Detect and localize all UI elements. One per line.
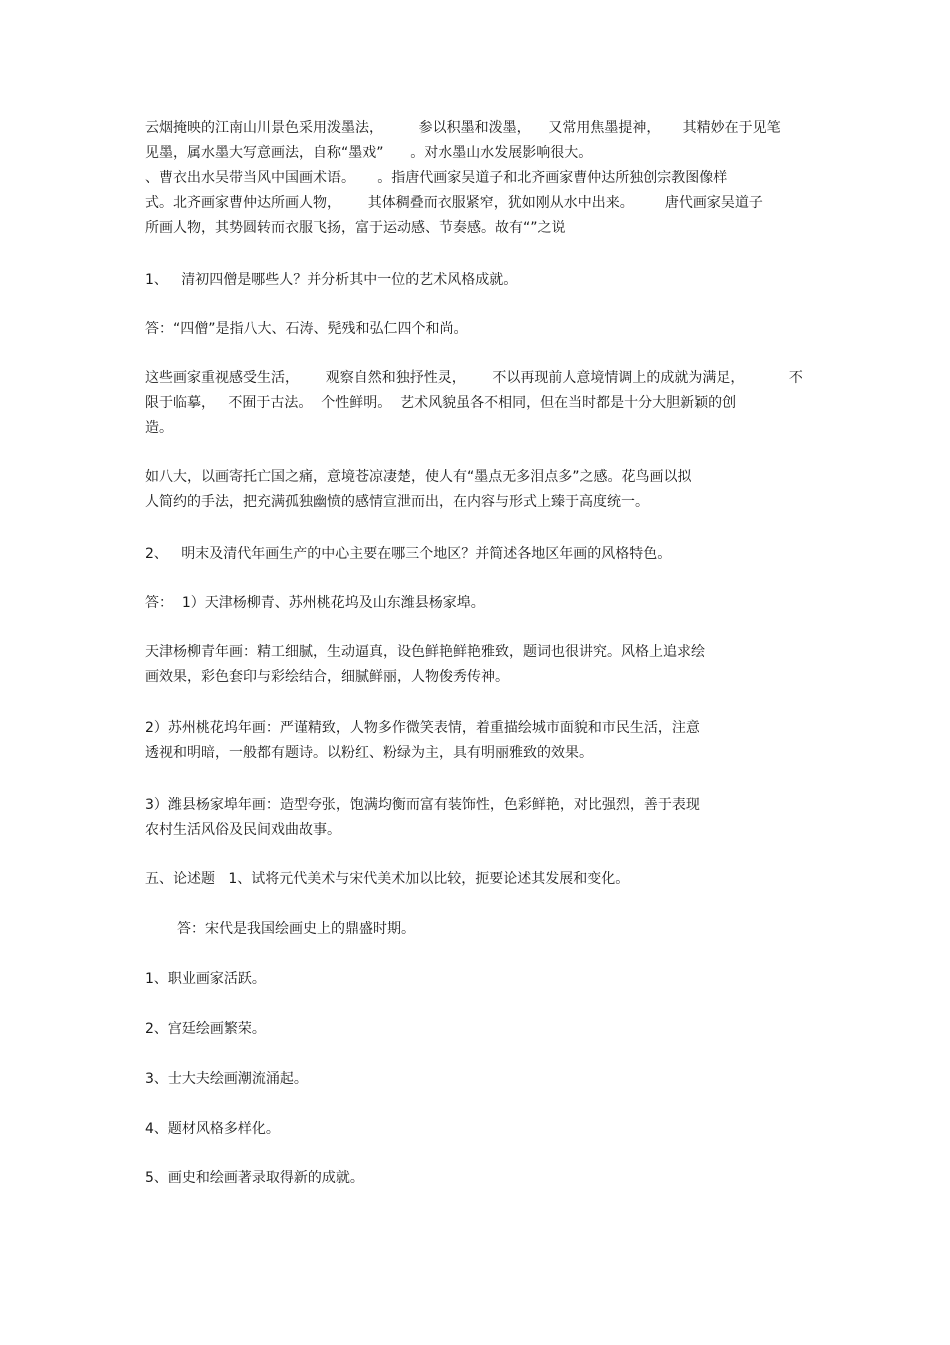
text-line: 云烟掩映的江南山川景色采用泼墨法， 参以积墨和泼墨， 又常用焦墨提神， 其精妙在于见笔 [145, 120, 781, 136]
text-line: 农村生活风俗及民间戏曲故事。 [145, 822, 341, 838]
text-line: 2）苏州桃花坞年画：严谨精致，人物多作微笑表情，着重描绘城市面貌和市民生活，注意 [145, 720, 700, 736]
list-item: 5、画史和绘画著录取得新的成就。 [145, 1170, 364, 1186]
question-1: 1、 清初四僧是哪些人？并分析其中一位的艺术风格成就。 [145, 272, 518, 288]
essay-answer: 答：宋代是我国绘画史上的鼎盛时期。 [177, 921, 415, 937]
text-line: 透视和明暗，一般都有题诗。以粉红、粉绿为主，具有明丽雅致的效果。 [145, 745, 593, 761]
answer-1: 答：“四僧”是指八大、石涛、髡残和弘仁四个和尚。 [145, 321, 468, 337]
answer-2: 答： 1）天津杨柳青、苏州桃花坞及山东潍县杨家埠。 [145, 595, 485, 611]
list-item: 2、宫廷绘画繁荣。 [145, 1021, 266, 1037]
text-line: 如八大，以画寄托亡国之痛，意境苍凉凄楚，使人有“墨点无多泪点多”之感。花鸟画以拟 [145, 469, 692, 485]
text-line: 造。 [145, 420, 173, 436]
text-line: 天津杨柳青年画：精工细腻，生动逼真，设色鲜艳鲜艳雅致，题词也很讲究。风格上追求绘 [145, 644, 705, 660]
text-line: 、曹衣出水吴带当风中国画术语。 。指唐代画家吴道子和北齐画家曹仲达所独创宗教图像样 [145, 170, 728, 186]
text-line: 限于临摹， 不囿于古法。 个性鲜明。 艺术风貌虽各不相同，但在当时都是十分大胆新颖的创 [145, 395, 737, 411]
text-line: 画效果，彩色套印与彩绘结合，细腻鲜丽，人物俊秀传神。 [145, 669, 509, 685]
list-item: 3、士大夫绘画潮流涌起。 [145, 1071, 308, 1087]
text-line: 所画人物，其势圆转而衣服飞扬，富于运动感、节奏感。故有“”之说 [145, 220, 566, 236]
list-item: 4、题材风格多样化。 [145, 1121, 280, 1137]
text-line: 3）潍县杨家埠年画：造型夸张，饱满均衡而富有装饰性，色彩鲜艳，对比强烈，善于表现 [145, 797, 700, 813]
text-line: 人简约的手法，把充满孤独幽愤的感情宣泄而出，在内容与形式上臻于高度统一。 [145, 494, 649, 510]
question-2: 2、 明末及清代年画生产的中心主要在哪三个地区？并简述各地区年画的风格特色。 [145, 546, 672, 562]
essay-question: 五、论述题 1、试将元代美术与宋代美术加以比较，扼要论述其发展和变化。 [145, 871, 630, 887]
text-line: 见墨，属水墨大写意画法，自称“墨戏” 。对水墨山水发展影响很大。 [145, 145, 593, 161]
text-line: 这些画家重视感受生活， 观察自然和独抒性灵， 不以再现前人意境情调上的成就为满足， 不 [145, 370, 803, 386]
list-item: 1、职业画家活跃。 [145, 971, 266, 987]
text-line: 式。北齐画家曹仲达所画人物， 其体稠叠而衣服紧窄，犹如刚从水中出来。 唐代画家吴道子 [145, 195, 763, 211]
